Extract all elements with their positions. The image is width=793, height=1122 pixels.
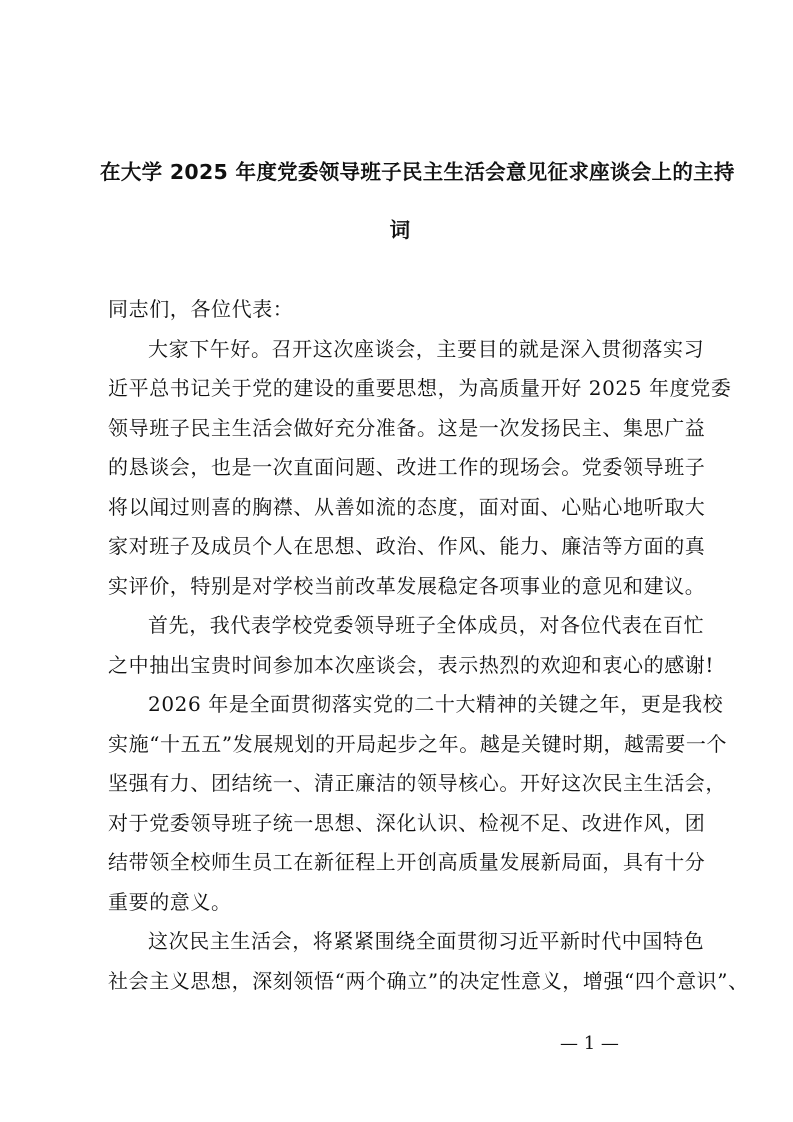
paragraph-line: 首先，我代表学校党委领导班子全体成员，对各位代表在百忙: [148, 613, 705, 637]
document-body: [108, 290, 749, 1001]
page-number: — 1 —: [560, 1033, 619, 1054]
document-title-line-2: 词: [389, 218, 411, 242]
paragraph-line: 之中抽出宝贵时间参加本次座谈会，表示热烈的欢迎和衷心的感谢!: [108, 652, 715, 677]
paragraph-line: 社会主义思想，深刻领悟“两个确立”的决定性意义，增强“四个意识”、: [108, 968, 749, 993]
paragraph-3: [108, 685, 728, 922]
document-title-line-1: 在大学 2025 年度党委领导班子民主生活会意见征求座谈会上的主持: [100, 160, 735, 184]
paragraph-line: 实评价，特别是对学校当前改革发展稳定各项事业的意见和建议。: [108, 573, 706, 598]
paragraph-line: 将以闻过则喜的胸襟、从善如流的态度，面对面、心贴心地听取大: [108, 494, 706, 519]
paragraph-line: 的恳谈会，也是一次直面问题、改进工作的现场会。党委领导班子: [108, 455, 706, 479]
salutation: 同志们，各位代表：: [108, 297, 294, 321]
paragraph-1: [108, 330, 732, 607]
paragraph-line: 结带领全校师生员工在新征程上开创高质量发展新局面，具有十分: [108, 850, 706, 874]
paragraph-line: 对于党委领导班子统一思想、深化认识、检视不足、改进作风，团: [108, 810, 706, 835]
paragraph-2: [108, 606, 715, 685]
paragraph-line: 大家下午好。召开这次座谈会，主要目的就是深入贯彻落实习: [148, 336, 705, 361]
paragraph-line: 家对班子及成员个人在思想、政治、作风、能力、廉洁等方面的真: [108, 534, 706, 558]
paragraph-4: [108, 922, 749, 1001]
paragraph-line: 坚强有力、团结统一、清正廉洁的领导核心。开好这次民主生活会，: [108, 771, 726, 795]
paragraph-line: 实施“十五五”发展规划的开局起步之年。越是关键时期，越需要一个: [108, 731, 728, 756]
paragraph-line: 2026 年是全面贯彻落实党的二十大精神的关键之年，更是我校: [148, 692, 724, 716]
paragraph-line: 近平总书记关于党的建设的重要思想，为高质量开好 2025 年度党委: [108, 376, 732, 400]
paragraph-line: 重要的意义。: [108, 889, 232, 914]
paragraph-line: 这次民主生活会，将紧紧围绕全面贯彻习近平新时代中国特色: [148, 929, 705, 953]
paragraph-line: 领导班子民主生活会做好充分准备。这是一次发扬民主、集思广益: [108, 415, 706, 440]
